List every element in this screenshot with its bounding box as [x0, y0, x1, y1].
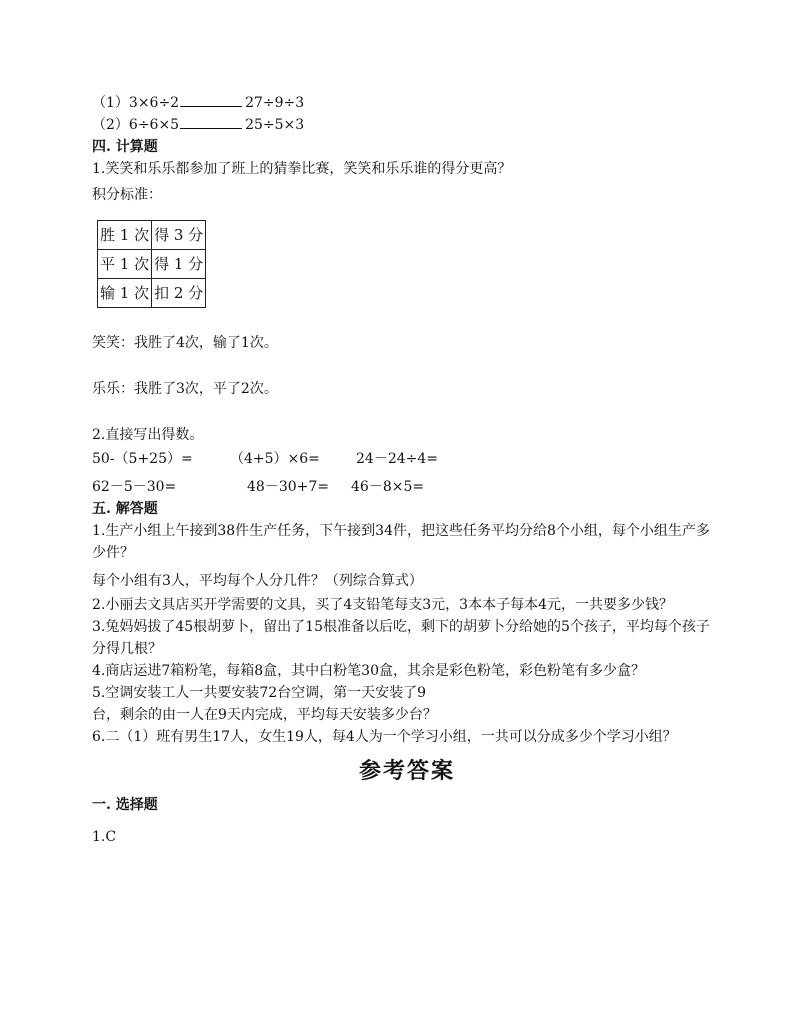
xiaoxiao-statement: 笑笑：我胜了4次，输了1次。 — [92, 335, 278, 351]
lele-statement: 乐乐：我胜了3次，平了2次。 — [92, 381, 278, 397]
expression: 50-（5+25）= — [92, 451, 193, 467]
section-5-question-1: 1.生产小组上午接到38件生产任务，下午接到34件，把这些任务平均分给8个小组，每个小组生产多少件？ — [92, 523, 710, 561]
compare-left-1: （1）3×6÷2 — [92, 95, 180, 111]
section-5-question-6: 6.二（1）班有男生17人，女生19人，每4人为一个学习小组，一共可以分成多少个学习小组？ — [92, 729, 677, 745]
compare-left-2: （2）6÷6×5 — [92, 117, 180, 133]
section-4-question-2: 2.直接写出得数。 — [92, 427, 204, 443]
compare-row-1 — [92, 92, 722, 114]
expression: 48－30+7= — [247, 479, 329, 495]
section-5-question-5b: 台，剩余的由一人在9天内完成，平均每天安装多少台？ — [92, 707, 437, 723]
table-cell: 平 1 次 — [98, 250, 152, 279]
table-cell: 扣 2 分 — [152, 279, 206, 308]
table-cell: 得 1 分 — [152, 250, 206, 279]
compare-right-1: 27÷9÷3 — [245, 95, 305, 111]
mental-math-row-2 — [92, 476, 722, 498]
mental-math-row-1 — [92, 448, 722, 470]
table-cell: 胜 1 次 — [98, 221, 152, 250]
section-5-title: 五. 解答题 — [92, 501, 158, 517]
section-5-question-5a: 5.空调安装工人一共要安装72台空调，第一天安装了9 — [92, 685, 427, 701]
answer-key-title: 参考答案 — [358, 758, 455, 784]
answer-section-1-title: 一. 选择题 — [92, 797, 158, 813]
table-cell: 输 1 次 — [98, 279, 152, 308]
answer-1: 1.C — [92, 829, 117, 845]
expression: 62－5－30= — [92, 479, 177, 495]
table-row — [98, 279, 206, 308]
worksheet-page — [92, 92, 722, 848]
section-4-question-1: 1.笑笑和乐乐都参加了班上的猜拳比赛，笑笑和乐乐谁的得分更高？ — [92, 161, 512, 177]
expression: （4+5）×6= — [230, 451, 320, 467]
section-4-title: 四. 计算题 — [92, 139, 158, 155]
section-5-question-3: 3.兔妈妈拔了45根胡萝卜，留出了15根准备以后吃，剩下的胡萝卜分给她的5个孩子，平均每个孩子分得几根？ — [92, 619, 710, 657]
table-cell: 得 3 分 — [152, 221, 206, 250]
section-5-question-4: 4.商店运进7箱粉笔，每箱8盒，其中白粉笔30盒，其余是彩色粉笔，彩色粉笔有多少盒？ — [92, 663, 645, 679]
table-row — [98, 250, 206, 279]
answer-blank-2[interactable] — [180, 114, 242, 129]
section-5-question-2: 2.小丽去文具店买开学需要的文具，买了4支铅笔每支3元，3本本子每本4元，一共要多少钱？ — [92, 597, 673, 613]
scoring-table — [97, 220, 206, 308]
answer-blank-1[interactable] — [180, 92, 242, 107]
table-row — [98, 221, 206, 250]
section-5-question-1b: 每个小组有3人，平均每个人分几件？（列综合算式） — [92, 573, 423, 589]
compare-row-2 — [92, 114, 722, 136]
rule-label: 积分标准： — [92, 187, 162, 203]
expression: 46－8×5= — [351, 479, 425, 495]
compare-right-2: 25÷5×3 — [245, 117, 305, 133]
expression: 24－24÷4= — [356, 451, 438, 467]
